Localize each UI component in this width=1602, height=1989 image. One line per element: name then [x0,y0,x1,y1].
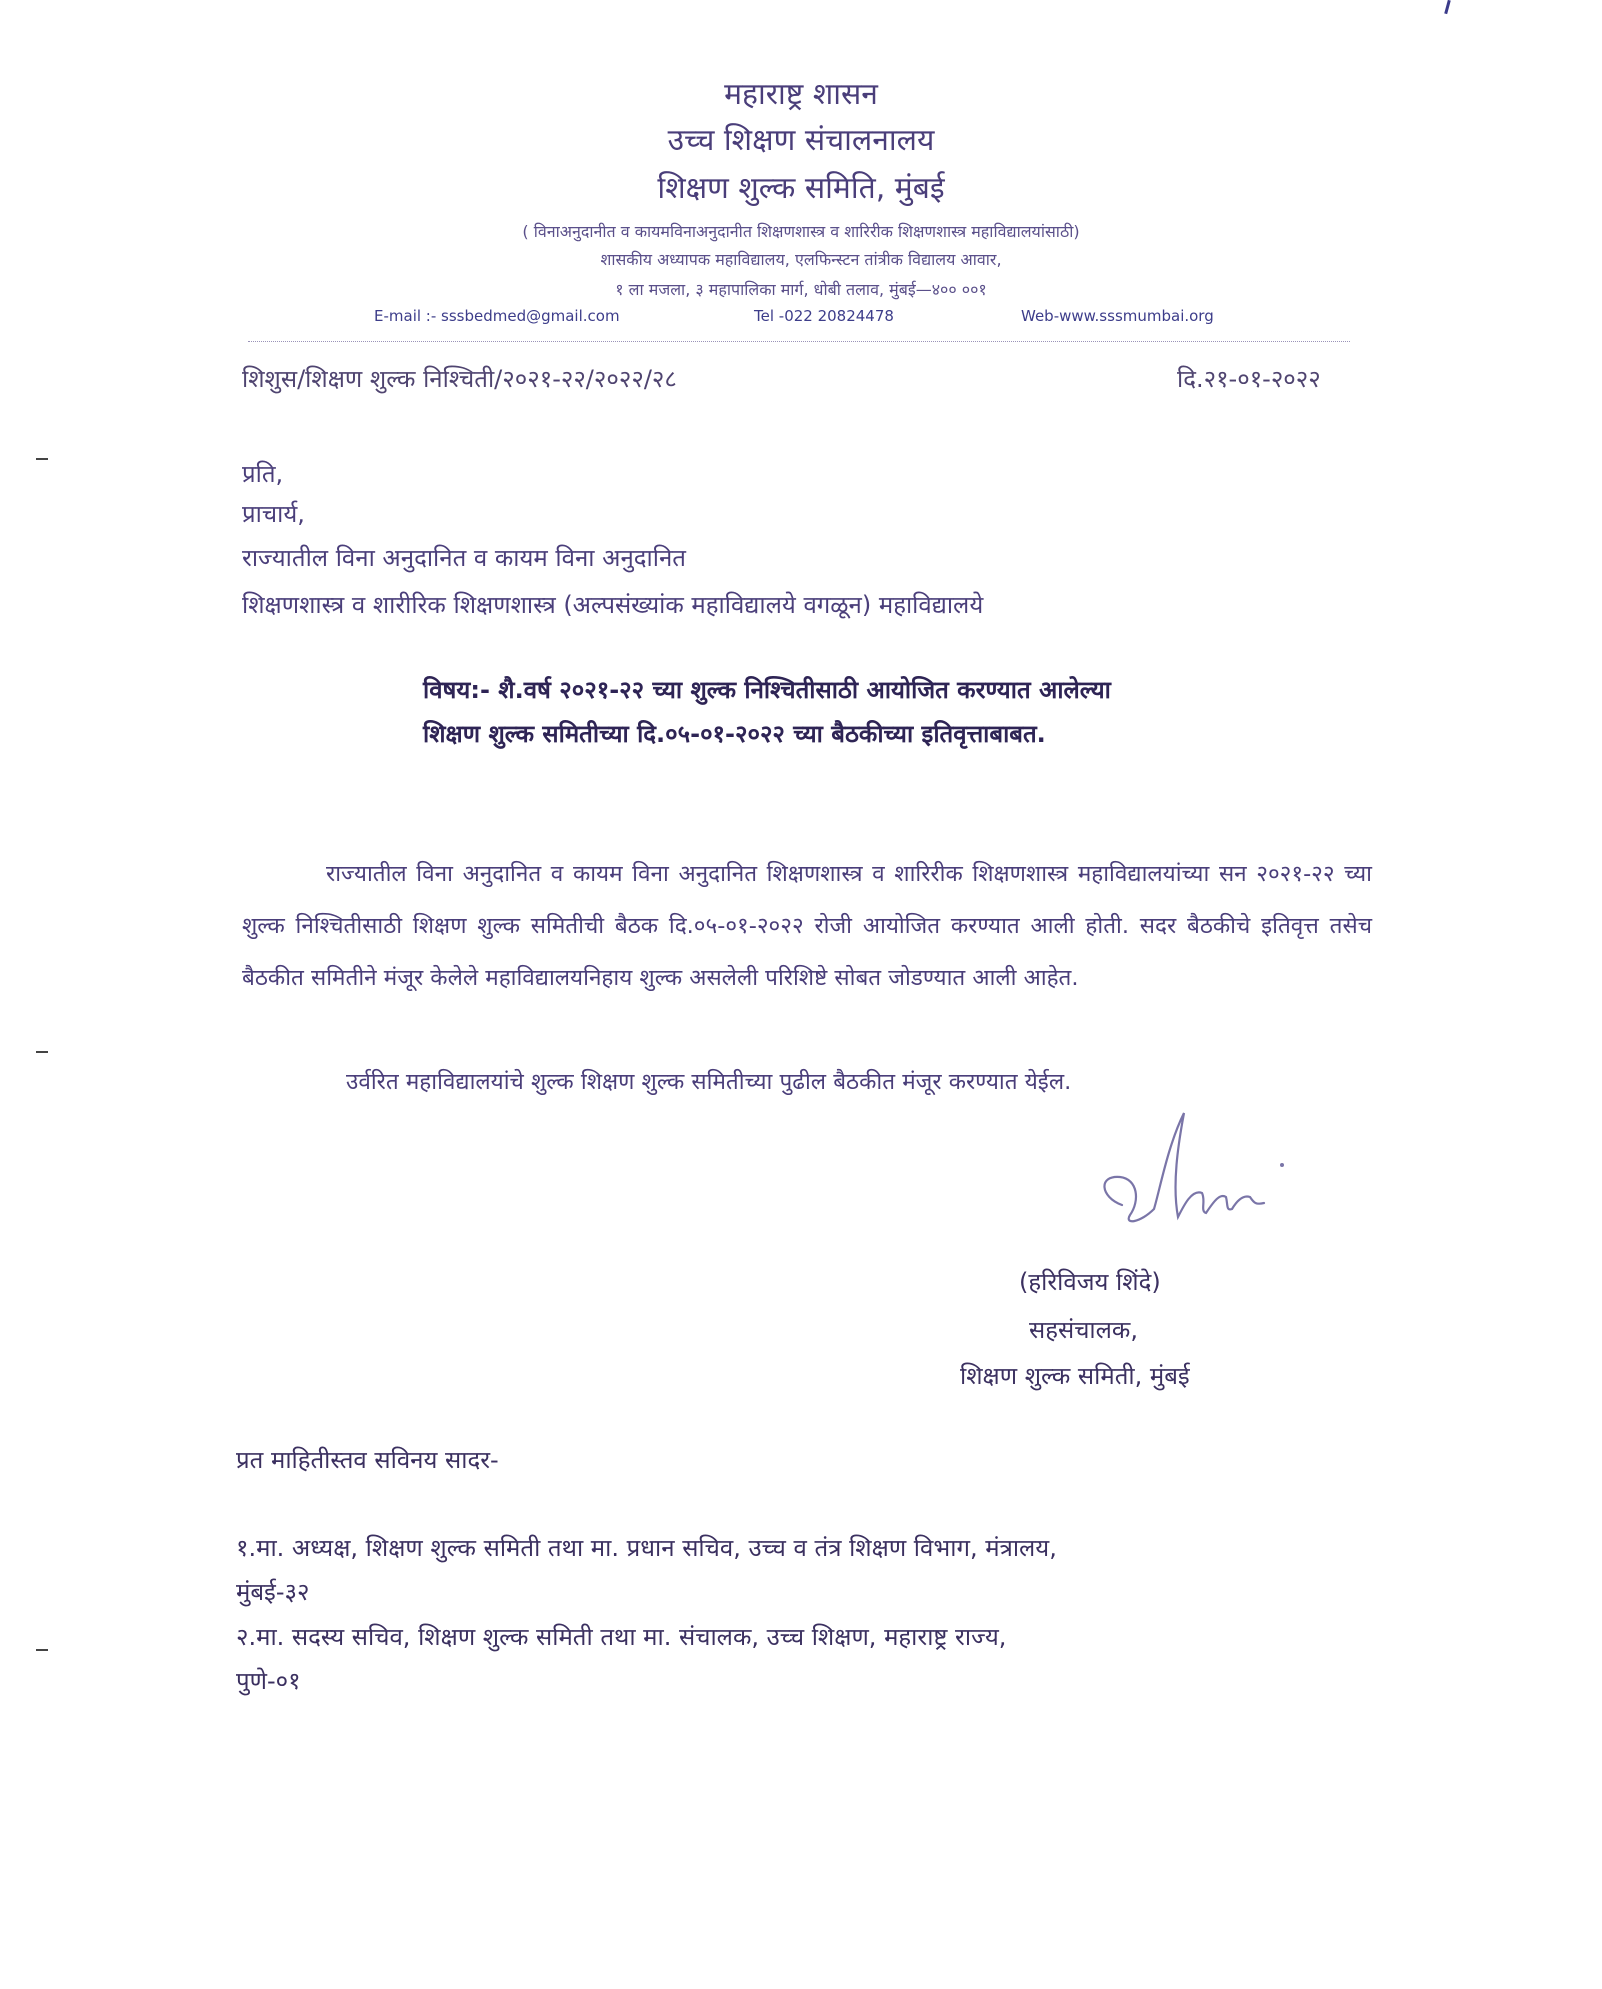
margin-mark [36,1649,48,1651]
reference-date: दि.२१-०१-२०२२ [1177,365,1321,393]
letterhead-web: Web-www.sssmumbai.org [1021,307,1214,325]
addressee-line: शिक्षणशास्त्र व शारीरिक शिक्षणशास्त्र (अल्पसंख्यांक महाविद्यालये वगळून) महाविद्यालये [242,591,984,619]
addressee-line: प्राचार्य, [242,500,305,528]
letterhead-address-2: १ ला मजला, ३ महापालिका मार्ग, धोबी तलाव, मुंबई—४०० ००१ [615,280,987,299]
signatory-designation: सहसंचालक, [1029,1316,1138,1344]
corner-pen-mark [1444,0,1451,14]
margin-mark [36,1051,48,1053]
letterhead-scope: ( विनाअनुदानीत व कायमविनाअनुदानीत शिक्षणशास्त्र व शारिरीक शिक्षणशास्त्र महाविद्यालयांसाठी) [522,222,1080,241]
letterhead-address-1: शासकीय अध्यापक महाविद्यालय, एलफिन्स्टन तांत्रीक विद्यालय आवार, [600,250,1002,269]
copy-to-item: १.मा. अध्यक्ष, शिक्षण शुल्क समिती तथा मा. प्रधान सचिव, उच्च व तंत्र शिक्षण विभाग, मंत्रालय, [236,1534,1057,1562]
copy-to-item: मुंबई-३२ [236,1578,310,1606]
signatory-name: (हरिविजय शिंदे) [1019,1268,1161,1296]
copy-to-item: पुणे-०१ [236,1667,301,1695]
letterhead-divider [248,341,1350,342]
body-paragraph: राज्यातील विना अनुदानित व कायम विना अनुदानित शिक्षणशास्त्र व शारिरीक शिक्षणशास्त्र महाविद्यालयांच्या सन २०२१-२२ च्या शुल्क निश्चितीसाठी शिक्षण शुल्क समितीची बैठक दि.०५-०१-२०२२ रोजी आयोजित करण्यात आली होती. सदर बैठकीचे इतिवृत्त तसेच बैठकीत समितीने मंजूर केलेले महाविद्यालयनिहाय शुल्क असलेली परिशिष्टे सोबत जोडण्यात आली आहेत. [242,861,1372,991]
reference-number: शिशुस/शिक्षण शुल्क निश्चिती/२०२१-२२/२०२२/२८ [242,365,677,393]
body-paragraph: उर्वरित महाविद्यालयांचे शुल्क शिक्षण शुल्क समितीच्या पुढील बैठकीत मंजूर करण्यात येईल. [346,1069,1072,1095]
signatory-office: शिक्षण शुल्क समिती, मुंबई [960,1362,1190,1390]
copy-to-heading: प्रत माहितीस्तव सविनय सादर- [236,1446,499,1474]
letterhead-directorate: उच्च शिक्षण संचालनालय [667,123,935,158]
copy-to-item: २.मा. सदस्य सचिव, शिक्षण शुल्क समिती तथा मा. संचालक, उच्च शिक्षण, महाराष्ट्र राज्य, [236,1623,1007,1651]
letterhead-committee: शिक्षण शुल्क समिति, मुंबई [657,171,945,206]
margin-mark [36,458,48,460]
letterhead-tel: Tel -022 20824478 [754,307,894,325]
subject-line: विषय:- शै.वर्ष २०२१-२२ च्या शुल्क निश्चितीसाठी आयोजित करण्यात आलेल्या [423,676,1111,704]
addressee-line: राज्यातील विना अनुदानित व कायम विना अनुदानित [242,544,686,572]
addressee-line: प्रति, [242,460,284,488]
subject-line: शिक्षण शुल्क समितीच्या दि.०५-०१-२०२२ च्या बैठकीच्या इतिवृत्ताबाबत. [423,720,1046,748]
handwritten-signature [1060,1105,1290,1245]
letterhead-govt: महाराष्ट्र शासन [724,77,878,112]
letterhead-email: E-mail :- sssbedmed@gmail.com [374,307,620,325]
